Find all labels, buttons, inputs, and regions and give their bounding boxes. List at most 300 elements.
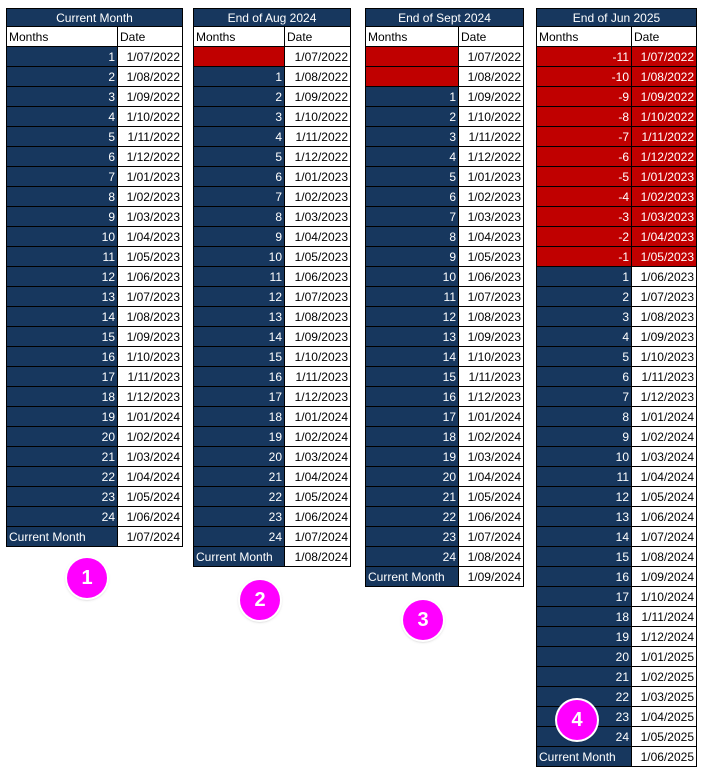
date-cell[interactable]: 1/09/2022 <box>118 87 183 107</box>
date-cell[interactable]: 1/04/2023 <box>459 227 524 247</box>
month-index-cell[interactable]: 6 <box>6 147 118 167</box>
date-cell[interactable]: 1/03/2024 <box>632 447 697 467</box>
date-cell[interactable]: 1/03/2024 <box>118 447 183 467</box>
date-cell[interactable]: 1/06/2024 <box>285 507 351 527</box>
date-cell[interactable]: 1/04/2024 <box>285 467 351 487</box>
month-index-cell[interactable]: 17 <box>536 587 632 607</box>
month-index-cell[interactable]: 6 <box>365 187 459 207</box>
month-index-cell[interactable]: 1 <box>193 67 285 87</box>
date-cell[interactable]: 1/08/2024 <box>632 547 697 567</box>
table-row <box>365 67 524 87</box>
table-row <box>6 407 183 427</box>
date-cell[interactable]: 1/11/2023 <box>459 367 524 387</box>
date-cell[interactable]: 1/03/2023 <box>632 207 697 227</box>
table-row <box>193 427 351 447</box>
table-row <box>536 567 697 587</box>
month-index-cell[interactable]: 24 <box>536 727 632 747</box>
date-cell[interactable]: 1/06/2024 <box>118 507 183 527</box>
date-cell[interactable]: 1/06/2023 <box>459 267 524 287</box>
month-index-cell[interactable]: 23 <box>6 487 118 507</box>
badge-2: 2 <box>240 580 280 620</box>
month-index-cell[interactable]: 13 <box>193 307 285 327</box>
month-index-cell[interactable]: 8 <box>6 187 118 207</box>
month-index-cell[interactable]: 11 <box>365 287 459 307</box>
month-index-cell[interactable]: 13 <box>536 507 632 527</box>
month-index-cell[interactable]: 7 <box>6 167 118 187</box>
date-cell[interactable]: 1/09/2023 <box>285 327 351 347</box>
date-cell[interactable]: 1/09/2024 <box>632 567 697 587</box>
date-cell[interactable]: 1/09/2022 <box>285 87 351 107</box>
current-month-date[interactable]: 1/09/2024 <box>459 567 524 587</box>
table-row <box>193 187 351 207</box>
table-row <box>6 447 183 467</box>
month-index-cell[interactable]: 9 <box>536 427 632 447</box>
date-cell[interactable]: 1/11/2023 <box>285 367 351 387</box>
date-cell[interactable]: 1/12/2023 <box>459 387 524 407</box>
month-index-cell[interactable]: -5 <box>536 167 632 187</box>
date-cell[interactable]: 1/04/2024 <box>118 467 183 487</box>
date-cell[interactable]: 1/07/2024 <box>285 527 351 547</box>
month-index-cell[interactable]: 19 <box>6 407 118 427</box>
date-cell[interactable]: 1/02/2024 <box>118 427 183 447</box>
month-index-cell[interactable]: 3 <box>6 87 118 107</box>
date-cell[interactable]: 1/10/2023 <box>632 347 697 367</box>
month-index-cell[interactable]: 6 <box>536 367 632 387</box>
month-index-cell[interactable]: 22 <box>365 507 459 527</box>
current-month-date[interactable]: 1/06/2025 <box>632 747 697 767</box>
date-cell[interactable]: 1/09/2022 <box>632 87 697 107</box>
date-cell[interactable]: 1/10/2022 <box>632 107 697 127</box>
month-index-cell[interactable]: 11 <box>536 467 632 487</box>
table-title: End of Jun 2025 <box>536 8 697 27</box>
month-index-cell[interactable]: 10 <box>365 267 459 287</box>
table-row <box>365 187 524 207</box>
month-index-cell[interactable]: -2 <box>536 227 632 247</box>
table-row <box>365 447 524 467</box>
table-row <box>365 207 524 227</box>
date-cell[interactable]: 1/01/2024 <box>459 407 524 427</box>
current-month-date[interactable]: 1/08/2024 <box>285 547 351 567</box>
date-cell[interactable]: 1/08/2022 <box>285 67 351 87</box>
date-cell[interactable]: 1/04/2024 <box>459 467 524 487</box>
month-index-cell[interactable]: 14 <box>6 307 118 327</box>
table-row <box>536 627 697 647</box>
month-index-cell[interactable]: 10 <box>6 227 118 247</box>
month-index-cell[interactable]: 6 <box>193 167 285 187</box>
date-cell[interactable]: 1/10/2023 <box>285 347 351 367</box>
month-index-cell[interactable]: 19 <box>536 627 632 647</box>
date-cell[interactable]: 1/12/2022 <box>459 147 524 167</box>
table-row <box>536 327 697 347</box>
month-index-cell[interactable]: 18 <box>193 407 285 427</box>
table-row <box>536 287 697 307</box>
badge-1: 1 <box>67 558 107 598</box>
date-cell[interactable]: 1/06/2024 <box>459 507 524 527</box>
month-index-cell[interactable]: 4 <box>6 107 118 127</box>
month-index-cell[interactable] <box>193 47 285 67</box>
table-row <box>536 687 697 707</box>
table-row <box>193 67 351 87</box>
date-cell[interactable]: 1/06/2023 <box>118 267 183 287</box>
date-cell[interactable]: 1/12/2023 <box>285 387 351 407</box>
months-header: Months <box>193 27 285 47</box>
table-row <box>193 207 351 227</box>
table-row <box>193 87 351 107</box>
date-cell[interactable]: 1/01/2023 <box>118 167 183 187</box>
month-index-cell[interactable] <box>365 67 459 87</box>
month-index-cell[interactable]: 20 <box>193 447 285 467</box>
current-month-label[interactable]: Current Month <box>536 747 632 767</box>
date-cell[interactable]: 1/01/2025 <box>632 647 697 667</box>
month-index-cell[interactable]: 1 <box>536 267 632 287</box>
month-index-cell[interactable]: 7 <box>193 187 285 207</box>
month-index-cell[interactable]: 22 <box>536 687 632 707</box>
month-index-cell[interactable]: 1 <box>6 47 118 67</box>
date-cell[interactable]: 1/01/2023 <box>632 167 697 187</box>
table-row <box>193 47 351 67</box>
date-cell[interactable]: 1/08/2024 <box>459 547 524 567</box>
date-cell[interactable]: 1/09/2023 <box>632 327 697 347</box>
date-cell[interactable]: 1/12/2022 <box>632 147 697 167</box>
month-index-cell[interactable]: 20 <box>536 647 632 667</box>
month-index-cell[interactable]: -11 <box>536 47 632 67</box>
month-index-cell[interactable] <box>365 47 459 67</box>
current-month-label[interactable]: Current Month <box>193 547 285 567</box>
table-row <box>536 307 697 327</box>
month-index-cell[interactable]: 24 <box>365 547 459 567</box>
table-row <box>536 147 697 167</box>
date-cell[interactable]: 1/06/2023 <box>285 267 351 287</box>
table-row <box>536 547 697 567</box>
month-index-cell[interactable]: -1 <box>536 247 632 267</box>
badge-4: 4 <box>557 700 597 740</box>
month-index-cell[interactable]: 20 <box>365 467 459 487</box>
month-index-cell[interactable]: 11 <box>6 247 118 267</box>
date-cell[interactable]: 1/07/2024 <box>632 527 697 547</box>
date-cell[interactable]: 1/05/2023 <box>632 247 697 267</box>
month-index-cell[interactable]: 16 <box>536 567 632 587</box>
date-cell[interactable]: 1/03/2023 <box>459 207 524 227</box>
date-cell[interactable]: 1/05/2025 <box>632 727 697 747</box>
date-cell[interactable]: 1/03/2023 <box>118 207 183 227</box>
month-index-cell[interactable]: 23 <box>365 527 459 547</box>
month-index-cell[interactable]: 17 <box>6 367 118 387</box>
current-month-row <box>536 747 697 767</box>
month-index-cell[interactable]: 24 <box>193 527 285 547</box>
table-row <box>536 427 697 447</box>
table-row <box>536 467 697 487</box>
table-row <box>536 347 697 367</box>
date-cell[interactable]: 1/10/2023 <box>459 347 524 367</box>
table-row <box>193 387 351 407</box>
month-index-cell[interactable]: 21 <box>193 467 285 487</box>
month-index-cell[interactable]: 3 <box>365 127 459 147</box>
date-cell[interactable]: 1/11/2024 <box>632 607 697 627</box>
table-row <box>6 267 183 287</box>
date-cell[interactable]: 1/02/2024 <box>632 427 697 447</box>
month-index-cell[interactable]: -10 <box>536 67 632 87</box>
month-index-cell[interactable]: 10 <box>193 247 285 267</box>
month-index-cell[interactable]: 13 <box>365 327 459 347</box>
table-end-aug-2024 <box>193 8 351 567</box>
month-index-cell[interactable]: 17 <box>365 407 459 427</box>
month-index-cell[interactable]: 16 <box>193 367 285 387</box>
month-index-cell[interactable]: 8 <box>536 407 632 427</box>
date-cell[interactable]: 1/07/2023 <box>459 287 524 307</box>
month-index-cell[interactable]: 12 <box>365 307 459 327</box>
table-row <box>536 447 697 467</box>
header-row <box>6 27 183 47</box>
month-index-cell[interactable]: 19 <box>365 447 459 467</box>
date-cell[interactable]: 1/08/2023 <box>285 307 351 327</box>
month-index-cell[interactable]: 2 <box>536 287 632 307</box>
date-cell[interactable]: 1/11/2023 <box>632 367 697 387</box>
table-row <box>193 487 351 507</box>
month-index-cell[interactable]: 9 <box>365 247 459 267</box>
month-index-cell[interactable]: 21 <box>6 447 118 467</box>
month-index-cell[interactable]: -6 <box>536 147 632 167</box>
table-row <box>6 387 183 407</box>
date-cell[interactable]: 1/02/2024 <box>459 427 524 447</box>
date-cell[interactable]: 1/11/2022 <box>118 127 183 147</box>
current-month-row <box>365 567 524 587</box>
month-index-cell[interactable]: 4 <box>536 327 632 347</box>
date-cell[interactable]: 1/05/2023 <box>285 247 351 267</box>
date-cell[interactable]: 1/07/2023 <box>118 287 183 307</box>
month-index-cell[interactable]: 15 <box>365 367 459 387</box>
date-cell[interactable]: 1/07/2023 <box>285 287 351 307</box>
month-index-cell[interactable]: 8 <box>193 207 285 227</box>
date-cell[interactable]: 1/08/2022 <box>459 67 524 87</box>
table-row <box>6 507 183 527</box>
month-index-cell[interactable]: -7 <box>536 127 632 147</box>
month-index-cell[interactable]: 4 <box>365 147 459 167</box>
date-cell[interactable]: 1/08/2022 <box>632 67 697 87</box>
date-cell[interactable]: 1/04/2024 <box>632 467 697 487</box>
date-cell[interactable]: 1/05/2024 <box>285 487 351 507</box>
month-index-cell[interactable]: -4 <box>536 187 632 207</box>
date-cell[interactable]: 1/02/2023 <box>118 187 183 207</box>
date-cell[interactable]: 1/04/2023 <box>632 227 697 247</box>
month-index-cell[interactable]: 20 <box>6 427 118 447</box>
date-cell[interactable]: 1/09/2023 <box>118 327 183 347</box>
date-cell[interactable]: 1/07/2022 <box>118 47 183 67</box>
month-index-cell[interactable]: 2 <box>365 107 459 127</box>
month-index-cell[interactable]: 10 <box>536 447 632 467</box>
month-index-cell[interactable]: 13 <box>6 287 118 307</box>
month-index-cell[interactable]: 8 <box>365 227 459 247</box>
month-index-cell[interactable]: 5 <box>365 167 459 187</box>
date-cell[interactable]: 1/01/2024 <box>118 407 183 427</box>
date-cell[interactable]: 1/05/2023 <box>459 247 524 267</box>
date-cell[interactable]: 1/11/2022 <box>632 127 697 147</box>
month-index-cell[interactable]: 14 <box>365 347 459 367</box>
month-index-cell[interactable]: 19 <box>193 427 285 447</box>
table-row <box>6 467 183 487</box>
table-row <box>193 247 351 267</box>
month-index-cell[interactable]: 5 <box>193 147 285 167</box>
date-cell[interactable]: 1/10/2022 <box>118 107 183 127</box>
month-index-cell[interactable]: 18 <box>536 607 632 627</box>
current-month-label[interactable]: Current Month <box>365 567 459 587</box>
header-row <box>193 27 351 47</box>
month-index-cell[interactable]: 18 <box>6 387 118 407</box>
month-index-cell[interactable]: 23 <box>536 707 632 727</box>
date-cell[interactable]: 1/10/2022 <box>285 107 351 127</box>
table-row <box>193 367 351 387</box>
date-cell[interactable]: 1/12/2023 <box>632 387 697 407</box>
date-cell[interactable]: 1/12/2022 <box>118 147 183 167</box>
date-cell[interactable]: 1/05/2024 <box>118 487 183 507</box>
date-cell[interactable]: 1/01/2024 <box>285 407 351 427</box>
date-cell[interactable]: 1/05/2023 <box>118 247 183 267</box>
month-index-cell[interactable]: 5 <box>536 347 632 367</box>
date-cell[interactable]: 1/02/2023 <box>459 187 524 207</box>
month-index-cell[interactable]: 21 <box>536 667 632 687</box>
date-cell[interactable]: 1/07/2022 <box>459 47 524 67</box>
table-row <box>193 147 351 167</box>
date-cell[interactable]: 1/09/2023 <box>459 327 524 347</box>
month-index-cell[interactable]: 22 <box>6 467 118 487</box>
date-cell[interactable]: 1/08/2023 <box>118 307 183 327</box>
current-month-row <box>193 547 351 567</box>
table-row <box>6 107 183 127</box>
date-cell[interactable]: 1/07/2022 <box>632 47 697 67</box>
table-row <box>6 147 183 167</box>
month-index-cell[interactable]: 2 <box>6 67 118 87</box>
table-row <box>193 507 351 527</box>
month-index-cell[interactable]: 17 <box>193 387 285 407</box>
date-cell[interactable]: 1/07/2022 <box>285 47 351 67</box>
table-row <box>193 307 351 327</box>
month-index-cell[interactable]: 7 <box>536 387 632 407</box>
month-index-cell[interactable]: 12 <box>6 267 118 287</box>
table-row <box>193 447 351 467</box>
table-row <box>365 487 524 507</box>
month-index-cell[interactable]: 3 <box>536 307 632 327</box>
month-index-cell[interactable]: 14 <box>536 527 632 547</box>
month-index-cell[interactable]: -9 <box>536 87 632 107</box>
table-title: End of Sept 2024 <box>365 8 524 27</box>
date-cell[interactable]: 1/08/2022 <box>118 67 183 87</box>
table-row <box>536 67 697 87</box>
date-cell[interactable]: 1/12/2023 <box>118 387 183 407</box>
month-index-cell[interactable]: 21 <box>365 487 459 507</box>
table-row <box>536 407 697 427</box>
month-index-cell[interactable]: 18 <box>365 427 459 447</box>
date-cell[interactable]: 1/04/2023 <box>285 227 351 247</box>
month-index-cell[interactable]: 12 <box>536 487 632 507</box>
month-index-cell[interactable]: 1 <box>365 87 459 107</box>
table-row <box>365 267 524 287</box>
table-row <box>6 347 183 367</box>
date-cell[interactable]: 1/02/2025 <box>632 667 697 687</box>
date-cell[interactable]: 1/01/2023 <box>285 167 351 187</box>
table-row <box>536 387 697 407</box>
month-index-cell[interactable]: -8 <box>536 107 632 127</box>
table-title: End of Aug 2024 <box>193 8 351 27</box>
month-index-cell[interactable]: 11 <box>193 267 285 287</box>
date-cell[interactable]: 1/06/2024 <box>632 507 697 527</box>
table-row <box>536 127 697 147</box>
month-index-cell[interactable]: 9 <box>6 207 118 227</box>
month-index-cell[interactable]: 24 <box>6 507 118 527</box>
month-index-cell[interactable]: 4 <box>193 127 285 147</box>
table-row <box>365 367 524 387</box>
current-month-date[interactable]: 1/07/2024 <box>118 527 183 547</box>
date-cell[interactable]: 1/10/2023 <box>118 347 183 367</box>
month-index-cell[interactable]: 3 <box>193 107 285 127</box>
table-row <box>536 367 697 387</box>
month-index-cell[interactable]: 5 <box>6 127 118 147</box>
date-cell[interactable]: 1/08/2023 <box>459 307 524 327</box>
month-index-cell[interactable]: 16 <box>365 387 459 407</box>
month-index-cell[interactable]: 15 <box>193 347 285 367</box>
date-cell[interactable]: 1/10/2022 <box>459 107 524 127</box>
date-cell[interactable]: 1/11/2022 <box>285 127 351 147</box>
month-index-cell[interactable]: -3 <box>536 207 632 227</box>
date-cell[interactable]: 1/06/2023 <box>632 267 697 287</box>
date-cell[interactable]: 1/05/2024 <box>459 487 524 507</box>
month-index-cell[interactable]: 23 <box>193 507 285 527</box>
month-index-cell[interactable]: 2 <box>193 87 285 107</box>
date-cell[interactable]: 1/01/2023 <box>459 167 524 187</box>
current-month-label[interactable]: Current Month <box>6 527 118 547</box>
date-cell[interactable]: 1/05/2024 <box>632 487 697 507</box>
month-index-cell[interactable]: 7 <box>365 207 459 227</box>
date-cell[interactable]: 1/09/2022 <box>459 87 524 107</box>
table-row <box>536 607 697 627</box>
date-cell[interactable]: 1/11/2023 <box>118 367 183 387</box>
date-cell[interactable]: 1/07/2024 <box>459 527 524 547</box>
table-row <box>193 167 351 187</box>
date-cell[interactable]: 1/03/2024 <box>285 447 351 467</box>
month-index-cell[interactable]: 15 <box>6 327 118 347</box>
date-cell[interactable]: 1/02/2023 <box>285 187 351 207</box>
month-index-cell[interactable]: 12 <box>193 287 285 307</box>
date-header: Date <box>632 27 697 47</box>
month-index-cell[interactable]: 15 <box>536 547 632 567</box>
month-index-cell[interactable]: 22 <box>193 487 285 507</box>
month-index-cell[interactable]: 9 <box>193 227 285 247</box>
date-cell[interactable]: 1/01/2024 <box>632 407 697 427</box>
date-cell[interactable]: 1/10/2024 <box>632 587 697 607</box>
date-cell[interactable]: 1/02/2024 <box>285 427 351 447</box>
month-index-cell[interactable]: 14 <box>193 327 285 347</box>
table-row <box>536 667 697 687</box>
date-cell[interactable]: 1/02/2023 <box>632 187 697 207</box>
date-cell[interactable]: 1/04/2025 <box>632 707 697 727</box>
date-cell[interactable]: 1/12/2022 <box>285 147 351 167</box>
header-row <box>365 27 524 47</box>
table-row <box>536 507 697 527</box>
date-cell[interactable]: 1/12/2024 <box>632 627 697 647</box>
table-row <box>193 467 351 487</box>
date-cell[interactable]: 1/11/2022 <box>459 127 524 147</box>
date-cell[interactable]: 1/07/2023 <box>632 287 697 307</box>
table-row <box>193 347 351 367</box>
table-row <box>365 547 524 567</box>
table-row <box>365 467 524 487</box>
date-cell[interactable]: 1/08/2023 <box>632 307 697 327</box>
date-cell[interactable]: 1/03/2025 <box>632 687 697 707</box>
date-cell[interactable]: 1/03/2024 <box>459 447 524 467</box>
date-cell[interactable]: 1/04/2023 <box>118 227 183 247</box>
table-row <box>193 267 351 287</box>
date-cell[interactable]: 1/03/2023 <box>285 207 351 227</box>
date-header: Date <box>459 27 524 47</box>
month-index-cell[interactable]: 16 <box>6 347 118 367</box>
